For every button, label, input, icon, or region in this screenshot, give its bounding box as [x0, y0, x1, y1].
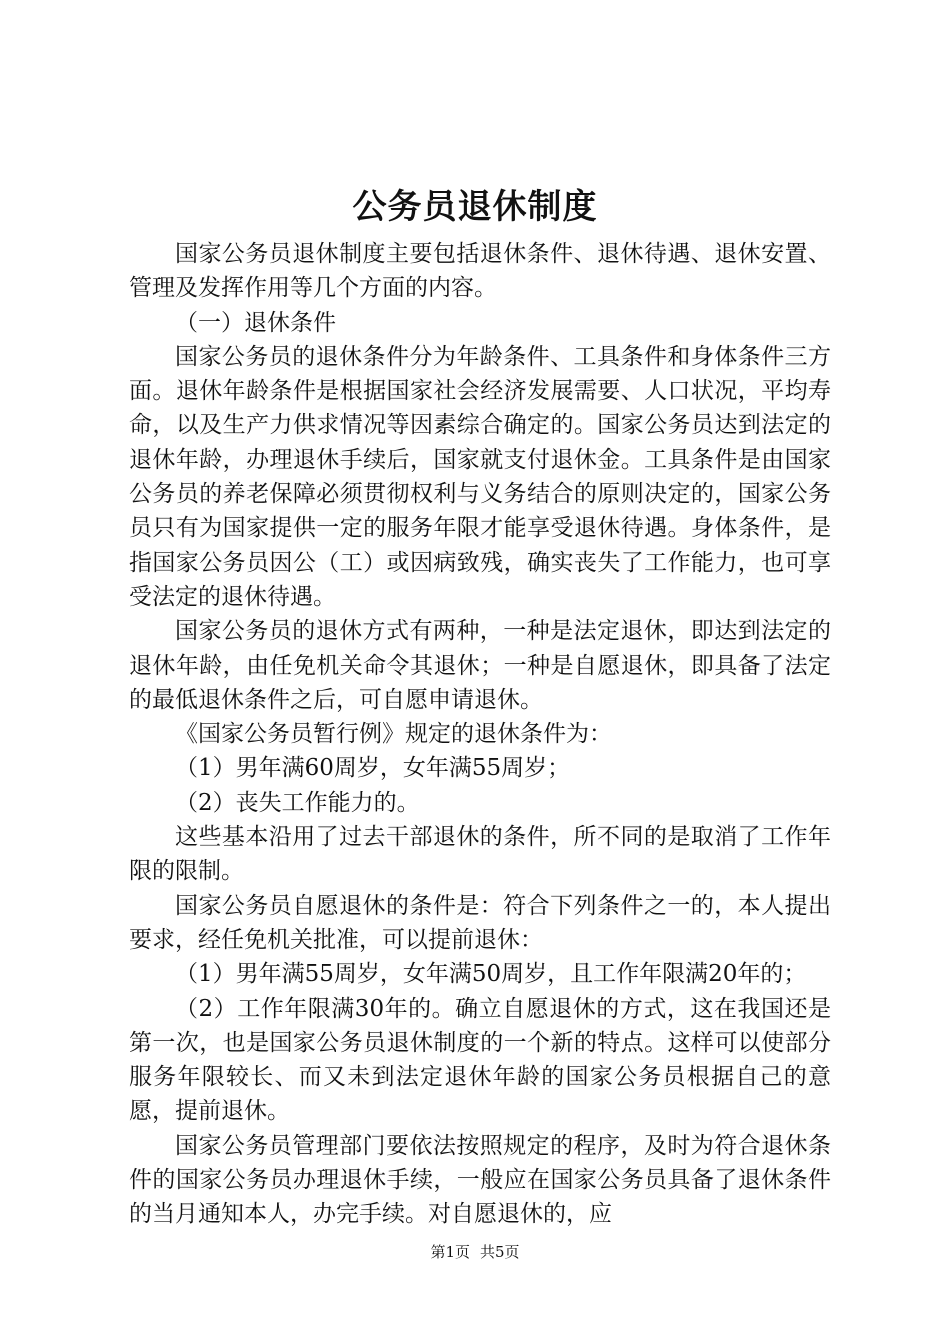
list-item: （1）男年满60周岁，女年满55周岁；	[175, 755, 571, 782]
list-item: （2）丧失工作能力的。	[175, 789, 420, 816]
page-number: 第1页	[430, 1243, 470, 1261]
page-footer	[0, 1242, 950, 1262]
document-body	[129, 237, 831, 1232]
section-heading: （一）退休条件	[175, 309, 336, 336]
page-total: 共5页	[480, 1243, 520, 1261]
paragraph: 国家公务员自愿退休的条件是：符合下列条件之一的，本人提出要求，经任免机关批准，可以提前退休：	[129, 892, 831, 953]
paragraph: 国家公务员管理部门要依法按照规定的程序，及时为符合退休条件的国家公务员办理退休手续，一般应在国家公务员具备了退休条件的当月通知本人，办完手续。对自愿退休的，应	[129, 1132, 831, 1228]
paragraph: 国家公务员退休制度主要包括退休条件、退休待遇、退休安置、管理及发挥作用等几个方面的内容。	[129, 241, 831, 302]
paragraph: 《国家公务员暂行例》规定的退休条件为：	[175, 721, 612, 748]
list-item: （1）男年满55周岁，女年满50周岁，且工作年限满20年的；	[175, 961, 807, 988]
list-item: （2）工作年限满30年的。确立自愿退休的方式，这在我国还是第一次，也是国家公务员退休制度的一个新的特点。这样可以使部分服务年限较长、而又未到法定退休年龄的国家公务员根据自己的意愿，提前退休。	[129, 995, 831, 1125]
paragraph: 国家公务员的退休方式有两种，一种是法定退休，即达到法定的退休年龄，由任免机关命令其退休；一种是自愿退休，即具备了法定的最低退休条件之后，可自愿申请退休。	[129, 618, 831, 713]
paragraph: 国家公务员的退休条件分为年龄条件、工具条件和身体条件三方面。退休年龄条件是根据国家社会经济发展需要、人口状况，平均寿命，以及生产力供求情况等因素综合确定的。国家公务员达到法定的退休年龄，办理退休手续后，国家就支付退休金。工具条件是由国家公务员的养老保障必须贯彻权利与义务结合的原则决定的，国家公务员只有为国家提供一定的服务年限才能享受退休待遇。身体条件，是指国家公务员因公（工）或因病致残，确实丧失了工作能力，也可享受法定的退休待遇。	[129, 343, 831, 610]
document-title: 公务员退休制度	[352, 187, 598, 227]
paragraph: 这些基本沿用了过去干部退休的条件，所不同的是取消了工作年限的限制。	[129, 824, 831, 885]
